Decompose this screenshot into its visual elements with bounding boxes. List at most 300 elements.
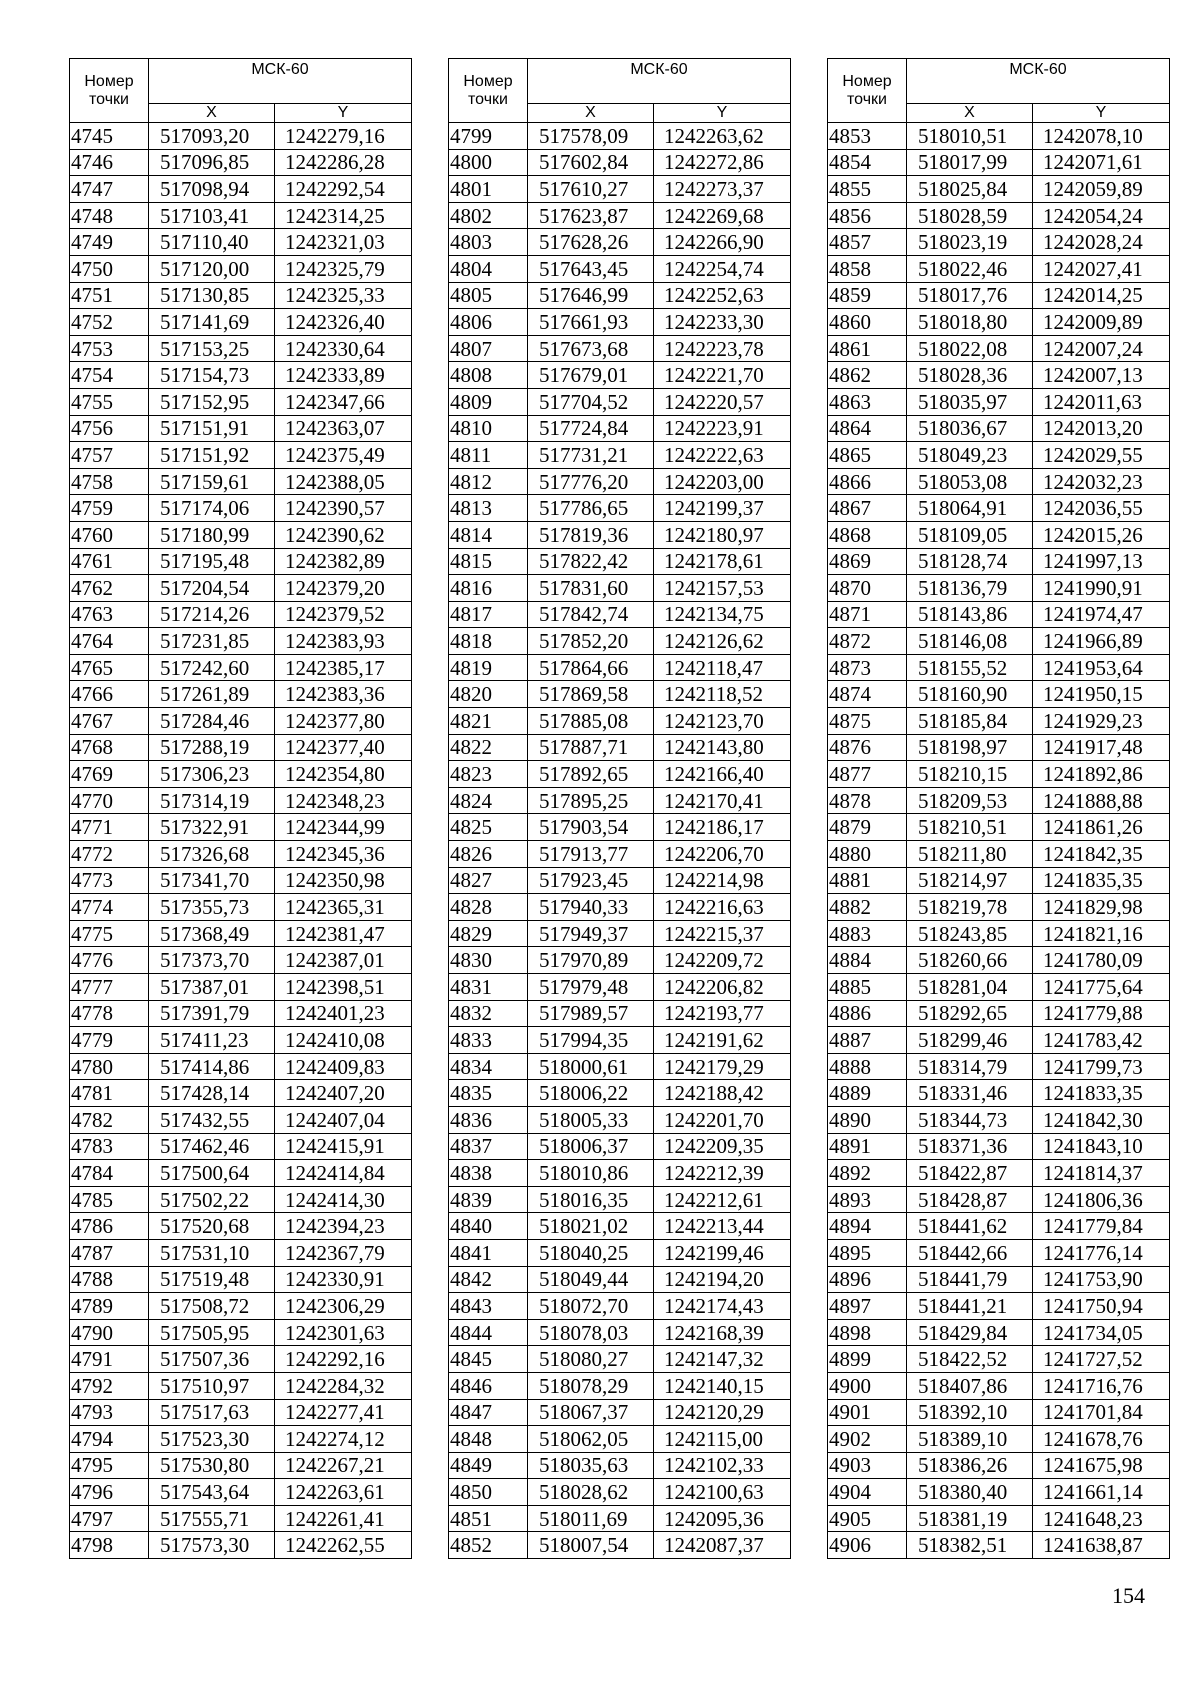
y-coordinate-cell: 1242284,32 xyxy=(275,1372,412,1399)
point-number-cell: 4775 xyxy=(70,920,149,947)
point-number-cell: 4745 xyxy=(70,123,149,150)
point-number-cell: 4905 xyxy=(828,1505,907,1532)
point-number-cell: 4830 xyxy=(449,947,528,974)
point-number-cell: 4765 xyxy=(70,654,149,681)
table-row xyxy=(449,309,791,336)
y-coordinate-cell: 1242102,33 xyxy=(654,1452,791,1479)
table-row xyxy=(449,1053,791,1080)
point-number-cell: 4821 xyxy=(449,708,528,735)
point-number-cell: 4893 xyxy=(828,1186,907,1213)
table-row xyxy=(449,1027,791,1054)
x-coordinate-cell: 517204,54 xyxy=(149,575,275,602)
table-row xyxy=(70,468,412,495)
y-coordinate-cell: 1242007,13 xyxy=(1033,362,1170,389)
table-row xyxy=(449,1160,791,1187)
x-coordinate-cell: 518049,44 xyxy=(528,1266,654,1293)
x-coordinate-cell: 517543,64 xyxy=(149,1479,275,1506)
table-row xyxy=(828,495,1170,522)
table-row xyxy=(70,362,412,389)
y-coordinate-cell: 1242272,86 xyxy=(654,149,791,176)
table-row xyxy=(828,1160,1170,1187)
table-row xyxy=(828,362,1170,389)
table-row xyxy=(70,1452,412,1479)
point-number-cell: 4870 xyxy=(828,575,907,602)
table-row xyxy=(70,282,412,309)
x-coordinate-cell: 517387,01 xyxy=(149,974,275,1001)
table-row xyxy=(449,1106,791,1133)
point-number-cell: 4868 xyxy=(828,521,907,548)
x-coordinate-cell: 517152,95 xyxy=(149,388,275,415)
x-coordinate-cell: 517679,01 xyxy=(528,362,654,389)
y-coordinate-cell: 1241929,23 xyxy=(1033,708,1170,735)
point-number-cell: 4823 xyxy=(449,761,528,788)
point-number-cell: 4746 xyxy=(70,149,149,176)
y-coordinate-cell: 1242266,90 xyxy=(654,229,791,256)
x-coordinate-cell: 517903,54 xyxy=(528,814,654,841)
table-row xyxy=(449,1399,791,1426)
y-coordinate-cell: 1241799,73 xyxy=(1033,1053,1170,1080)
point-number-cell: 4902 xyxy=(828,1426,907,1453)
point-number-cell: 4873 xyxy=(828,654,907,681)
table-row xyxy=(449,1426,791,1453)
x-coordinate-cell: 517341,70 xyxy=(149,867,275,894)
point-number-cell: 4869 xyxy=(828,548,907,575)
y-coordinate-cell: 1241701,84 xyxy=(1033,1399,1170,1426)
table-row xyxy=(70,229,412,256)
y-coordinate-cell: 1242394,23 xyxy=(275,1213,412,1240)
y-coordinate-cell: 1242071,61 xyxy=(1033,149,1170,176)
y-coordinate-cell: 1242354,80 xyxy=(275,761,412,788)
point-number-cell: 4865 xyxy=(828,442,907,469)
x-coordinate-cell: 518428,87 xyxy=(907,1186,1033,1213)
point-number-cell: 4748 xyxy=(70,202,149,229)
table-row xyxy=(70,388,412,415)
x-coordinate-cell: 518017,99 xyxy=(907,149,1033,176)
point-number-cell: 4763 xyxy=(70,601,149,628)
table-row xyxy=(70,1293,412,1320)
point-number-cell: 4783 xyxy=(70,1133,149,1160)
y-coordinate-cell: 1242263,61 xyxy=(275,1479,412,1506)
x-coordinate-cell: 517195,48 xyxy=(149,548,275,575)
table-row xyxy=(449,734,791,761)
y-coordinate-cell: 1242383,36 xyxy=(275,681,412,708)
y-coordinate-cell: 1242118,52 xyxy=(654,681,791,708)
table-row xyxy=(828,920,1170,947)
page-number: 154 xyxy=(1112,1583,1145,1608)
x-coordinate-cell: 517602,84 xyxy=(528,149,654,176)
table-row xyxy=(70,1186,412,1213)
x-coordinate-cell: 517153,25 xyxy=(149,335,275,362)
x-coordinate-cell: 517724,84 xyxy=(528,415,654,442)
table-row xyxy=(449,1319,791,1346)
x-coordinate-cell: 518160,90 xyxy=(907,681,1033,708)
point-number-cell: 4841 xyxy=(449,1239,528,1266)
table-row xyxy=(449,1479,791,1506)
y-coordinate-cell: 1241842,35 xyxy=(1033,841,1170,868)
table-row xyxy=(828,202,1170,229)
y-coordinate-cell: 1242350,98 xyxy=(275,867,412,894)
point-number-cell: 4885 xyxy=(828,974,907,1001)
point-number-cell: 4894 xyxy=(828,1213,907,1240)
point-number-cell: 4759 xyxy=(70,495,149,522)
table-row xyxy=(70,814,412,841)
x-coordinate-cell: 518010,51 xyxy=(907,123,1033,150)
x-coordinate-cell: 517120,00 xyxy=(149,255,275,282)
y-coordinate-cell: 1242174,43 xyxy=(654,1293,791,1320)
table-row xyxy=(828,628,1170,655)
y-coordinate-cell: 1242118,47 xyxy=(654,654,791,681)
point-number-cell: 4815 xyxy=(449,548,528,575)
y-coordinate-cell: 1242365,31 xyxy=(275,894,412,921)
point-number-cell: 4889 xyxy=(828,1080,907,1107)
point-number-cell: 4771 xyxy=(70,814,149,841)
x-coordinate-cell: 518442,66 xyxy=(907,1239,1033,1266)
table-row xyxy=(70,548,412,575)
y-coordinate-cell: 1242375,49 xyxy=(275,442,412,469)
x-coordinate-cell: 517940,33 xyxy=(528,894,654,921)
point-number-cell: 4750 xyxy=(70,255,149,282)
table-row xyxy=(449,947,791,974)
table-row xyxy=(828,841,1170,868)
header-point-number: Номер точки xyxy=(449,59,528,123)
table-row xyxy=(449,1452,791,1479)
x-coordinate-cell: 517578,09 xyxy=(528,123,654,150)
point-number-cell: 4766 xyxy=(70,681,149,708)
x-coordinate-cell: 517989,57 xyxy=(528,1000,654,1027)
table-row xyxy=(828,1266,1170,1293)
table-row xyxy=(828,1372,1170,1399)
y-coordinate-cell: 1242398,51 xyxy=(275,974,412,1001)
table-row xyxy=(449,1133,791,1160)
x-coordinate-cell: 517895,25 xyxy=(528,787,654,814)
x-coordinate-cell: 518018,80 xyxy=(907,309,1033,336)
x-coordinate-cell: 518016,35 xyxy=(528,1186,654,1213)
x-coordinate-cell: 517831,60 xyxy=(528,575,654,602)
point-number-cell: 4807 xyxy=(449,335,528,362)
x-coordinate-cell: 517970,89 xyxy=(528,947,654,974)
table-row xyxy=(70,123,412,150)
y-coordinate-cell: 1242221,70 xyxy=(654,362,791,389)
table-row xyxy=(449,468,791,495)
table-row xyxy=(70,787,412,814)
table-row xyxy=(449,176,791,203)
point-number-cell: 4877 xyxy=(828,761,907,788)
y-coordinate-cell: 1242414,84 xyxy=(275,1160,412,1187)
table-row xyxy=(449,708,791,735)
x-coordinate-cell: 518389,10 xyxy=(907,1426,1033,1453)
y-coordinate-cell: 1242407,20 xyxy=(275,1080,412,1107)
table-row xyxy=(449,335,791,362)
y-coordinate-cell: 1241821,16 xyxy=(1033,920,1170,947)
table-row xyxy=(828,575,1170,602)
point-number-cell: 4808 xyxy=(449,362,528,389)
x-coordinate-cell: 517110,40 xyxy=(149,229,275,256)
x-coordinate-cell: 517673,68 xyxy=(528,335,654,362)
point-number-cell: 4798 xyxy=(70,1532,149,1559)
x-coordinate-cell: 518006,22 xyxy=(528,1080,654,1107)
y-coordinate-cell: 1242267,21 xyxy=(275,1452,412,1479)
table-row xyxy=(828,123,1170,150)
table-row xyxy=(449,1372,791,1399)
y-coordinate-cell: 1241779,88 xyxy=(1033,1000,1170,1027)
x-coordinate-cell: 518211,80 xyxy=(907,841,1033,868)
x-coordinate-cell: 518441,79 xyxy=(907,1266,1033,1293)
y-coordinate-cell: 1242215,37 xyxy=(654,920,791,947)
table-row xyxy=(70,734,412,761)
x-coordinate-cell: 518219,78 xyxy=(907,894,1033,921)
x-coordinate-cell: 518210,15 xyxy=(907,761,1033,788)
table-row xyxy=(70,1372,412,1399)
x-coordinate-cell: 518128,74 xyxy=(907,548,1033,575)
point-number-cell: 4786 xyxy=(70,1213,149,1240)
y-coordinate-cell: 1242212,61 xyxy=(654,1186,791,1213)
point-number-cell: 4747 xyxy=(70,176,149,203)
x-coordinate-cell: 518080,27 xyxy=(528,1346,654,1373)
y-coordinate-cell: 1242344,99 xyxy=(275,814,412,841)
table-row xyxy=(449,841,791,868)
x-coordinate-cell: 518407,86 xyxy=(907,1372,1033,1399)
y-coordinate-cell: 1242009,89 xyxy=(1033,309,1170,336)
x-coordinate-cell: 517130,85 xyxy=(149,282,275,309)
point-number-cell: 4822 xyxy=(449,734,528,761)
table-row xyxy=(828,814,1170,841)
table-row xyxy=(449,548,791,575)
table-row xyxy=(449,1293,791,1320)
y-coordinate-cell: 1242414,30 xyxy=(275,1186,412,1213)
point-number-cell: 4867 xyxy=(828,495,907,522)
x-coordinate-cell: 518028,62 xyxy=(528,1479,654,1506)
x-coordinate-cell: 517284,46 xyxy=(149,708,275,735)
point-number-cell: 4761 xyxy=(70,548,149,575)
x-coordinate-cell: 517214,26 xyxy=(149,601,275,628)
y-coordinate-cell: 1242321,03 xyxy=(275,229,412,256)
y-coordinate-cell: 1242193,77 xyxy=(654,1000,791,1027)
point-number-cell: 4793 xyxy=(70,1399,149,1426)
point-number-cell: 4886 xyxy=(828,1000,907,1027)
point-number-cell: 4751 xyxy=(70,282,149,309)
point-number-cell: 4790 xyxy=(70,1319,149,1346)
x-coordinate-cell: 517819,36 xyxy=(528,521,654,548)
point-number-cell: 4773 xyxy=(70,867,149,894)
y-coordinate-cell: 1242199,46 xyxy=(654,1239,791,1266)
x-coordinate-cell: 517852,20 xyxy=(528,628,654,655)
point-number-cell: 4903 xyxy=(828,1452,907,1479)
y-coordinate-cell: 1241888,88 xyxy=(1033,787,1170,814)
table-row xyxy=(828,1053,1170,1080)
point-number-cell: 4810 xyxy=(449,415,528,442)
x-coordinate-cell: 517864,66 xyxy=(528,654,654,681)
y-coordinate-cell: 1242274,12 xyxy=(275,1426,412,1453)
y-coordinate-cell: 1242209,72 xyxy=(654,947,791,974)
y-coordinate-cell: 1242330,64 xyxy=(275,335,412,362)
table-row xyxy=(70,654,412,681)
point-number-cell: 4806 xyxy=(449,309,528,336)
x-coordinate-cell: 517994,35 xyxy=(528,1027,654,1054)
y-coordinate-cell: 1242199,37 xyxy=(654,495,791,522)
point-number-cell: 4794 xyxy=(70,1426,149,1453)
x-coordinate-cell: 517093,20 xyxy=(149,123,275,150)
table-row xyxy=(828,681,1170,708)
x-coordinate-cell: 518209,53 xyxy=(907,787,1033,814)
y-coordinate-cell: 1242387,01 xyxy=(275,947,412,974)
x-coordinate-cell: 517885,08 xyxy=(528,708,654,735)
table-row xyxy=(828,1479,1170,1506)
table-row xyxy=(828,548,1170,575)
y-coordinate-cell: 1241678,76 xyxy=(1033,1426,1170,1453)
point-number-cell: 4752 xyxy=(70,309,149,336)
x-coordinate-cell: 518109,05 xyxy=(907,521,1033,548)
header-x: X xyxy=(528,104,654,123)
y-coordinate-cell: 1242029,55 xyxy=(1033,442,1170,469)
y-coordinate-cell: 1242220,57 xyxy=(654,388,791,415)
table-row xyxy=(449,681,791,708)
table-row xyxy=(449,149,791,176)
y-coordinate-cell: 1242263,62 xyxy=(654,123,791,150)
x-coordinate-cell: 518000,61 xyxy=(528,1053,654,1080)
point-number-cell: 4777 xyxy=(70,974,149,1001)
table-row xyxy=(828,415,1170,442)
x-coordinate-cell: 517913,77 xyxy=(528,841,654,868)
point-number-cell: 4899 xyxy=(828,1346,907,1373)
x-coordinate-cell: 518392,10 xyxy=(907,1399,1033,1426)
point-number-cell: 4768 xyxy=(70,734,149,761)
table-row xyxy=(828,1239,1170,1266)
point-number-cell: 4781 xyxy=(70,1080,149,1107)
y-coordinate-cell: 1242401,23 xyxy=(275,1000,412,1027)
x-coordinate-cell: 517428,14 xyxy=(149,1080,275,1107)
point-number-cell: 4825 xyxy=(449,814,528,841)
table-row xyxy=(449,388,791,415)
x-coordinate-cell: 518299,46 xyxy=(907,1027,1033,1054)
table-row xyxy=(449,1532,791,1559)
y-coordinate-cell: 1242140,15 xyxy=(654,1372,791,1399)
point-number-cell: 4801 xyxy=(449,176,528,203)
table-row xyxy=(70,974,412,1001)
x-coordinate-cell: 518022,46 xyxy=(907,255,1033,282)
x-coordinate-cell: 518422,52 xyxy=(907,1346,1033,1373)
y-coordinate-cell: 1242036,55 xyxy=(1033,495,1170,522)
table-row xyxy=(70,1053,412,1080)
point-number-cell: 4785 xyxy=(70,1186,149,1213)
x-coordinate-cell: 517505,95 xyxy=(149,1319,275,1346)
table-row xyxy=(70,1213,412,1240)
y-coordinate-cell: 1242212,39 xyxy=(654,1160,791,1187)
table-row xyxy=(70,708,412,735)
x-coordinate-cell: 517610,27 xyxy=(528,176,654,203)
point-number-cell: 4896 xyxy=(828,1266,907,1293)
x-coordinate-cell: 518036,67 xyxy=(907,415,1033,442)
table-row xyxy=(70,1532,412,1559)
point-number-cell: 4888 xyxy=(828,1053,907,1080)
x-coordinate-cell: 518371,36 xyxy=(907,1133,1033,1160)
y-coordinate-cell: 1242013,20 xyxy=(1033,415,1170,442)
y-coordinate-cell: 1242015,26 xyxy=(1033,521,1170,548)
point-number-cell: 4880 xyxy=(828,841,907,868)
point-number-cell: 4809 xyxy=(449,388,528,415)
x-coordinate-cell: 518441,62 xyxy=(907,1213,1033,1240)
point-number-cell: 4756 xyxy=(70,415,149,442)
x-coordinate-cell: 517628,26 xyxy=(528,229,654,256)
x-coordinate-cell: 517159,61 xyxy=(149,468,275,495)
point-number-cell: 4878 xyxy=(828,787,907,814)
point-number-cell: 4891 xyxy=(828,1133,907,1160)
x-coordinate-cell: 518314,79 xyxy=(907,1053,1033,1080)
point-number-cell: 4855 xyxy=(828,176,907,203)
point-number-cell: 4837 xyxy=(449,1133,528,1160)
point-number-cell: 4882 xyxy=(828,894,907,921)
y-coordinate-cell: 1242348,23 xyxy=(275,787,412,814)
point-number-cell: 4856 xyxy=(828,202,907,229)
point-number-cell: 4817 xyxy=(449,601,528,628)
x-coordinate-cell: 517704,52 xyxy=(528,388,654,415)
table-row xyxy=(449,1346,791,1373)
y-coordinate-cell: 1242134,75 xyxy=(654,601,791,628)
y-coordinate-cell: 1242209,35 xyxy=(654,1133,791,1160)
y-coordinate-cell: 1242203,00 xyxy=(654,468,791,495)
point-number-cell: 4863 xyxy=(828,388,907,415)
y-coordinate-cell: 1242222,63 xyxy=(654,442,791,469)
x-coordinate-cell: 517923,45 xyxy=(528,867,654,894)
point-number-cell: 4881 xyxy=(828,867,907,894)
point-number-cell: 4791 xyxy=(70,1346,149,1373)
header-y: Y xyxy=(275,104,412,123)
x-coordinate-cell: 517462,46 xyxy=(149,1133,275,1160)
header-x: X xyxy=(149,104,275,123)
table-row xyxy=(70,1106,412,1133)
point-number-cell: 4843 xyxy=(449,1293,528,1320)
y-coordinate-cell: 1241734,05 xyxy=(1033,1319,1170,1346)
point-number-cell: 4757 xyxy=(70,442,149,469)
y-coordinate-cell: 1242095,36 xyxy=(654,1505,791,1532)
y-coordinate-cell: 1242410,08 xyxy=(275,1027,412,1054)
x-coordinate-cell: 518155,52 xyxy=(907,654,1033,681)
table-row xyxy=(449,1186,791,1213)
point-number-cell: 4876 xyxy=(828,734,907,761)
table-row xyxy=(828,1399,1170,1426)
y-coordinate-cell: 1242194,20 xyxy=(654,1266,791,1293)
point-number-cell: 4788 xyxy=(70,1266,149,1293)
x-coordinate-cell: 517373,70 xyxy=(149,947,275,974)
point-number-cell: 4879 xyxy=(828,814,907,841)
y-coordinate-cell: 1242214,98 xyxy=(654,867,791,894)
y-coordinate-cell: 1242188,42 xyxy=(654,1080,791,1107)
x-coordinate-cell: 517151,92 xyxy=(149,442,275,469)
point-number-cell: 4872 xyxy=(828,628,907,655)
y-coordinate-cell: 1242377,40 xyxy=(275,734,412,761)
header-coordinate-system: МСК-60 xyxy=(149,59,412,104)
x-coordinate-cell: 517103,41 xyxy=(149,202,275,229)
y-coordinate-cell: 1241716,76 xyxy=(1033,1372,1170,1399)
y-coordinate-cell: 1242277,41 xyxy=(275,1399,412,1426)
y-coordinate-cell: 1241997,13 xyxy=(1033,548,1170,575)
point-number-cell: 4812 xyxy=(449,468,528,495)
x-coordinate-cell: 517151,91 xyxy=(149,415,275,442)
x-coordinate-cell: 518441,21 xyxy=(907,1293,1033,1320)
x-coordinate-cell: 517391,79 xyxy=(149,1000,275,1027)
point-number-cell: 4836 xyxy=(449,1106,528,1133)
y-coordinate-cell: 1241750,94 xyxy=(1033,1293,1170,1320)
point-number-cell: 4860 xyxy=(828,309,907,336)
x-coordinate-cell: 517355,73 xyxy=(149,894,275,921)
y-coordinate-cell: 1242330,91 xyxy=(275,1266,412,1293)
table-row xyxy=(828,1213,1170,1240)
point-number-cell: 4787 xyxy=(70,1239,149,1266)
x-coordinate-cell: 517096,85 xyxy=(149,149,275,176)
x-coordinate-cell: 518382,51 xyxy=(907,1532,1033,1559)
y-coordinate-cell: 1242007,24 xyxy=(1033,335,1170,362)
y-coordinate-cell: 1242333,89 xyxy=(275,362,412,389)
table-row xyxy=(828,176,1170,203)
